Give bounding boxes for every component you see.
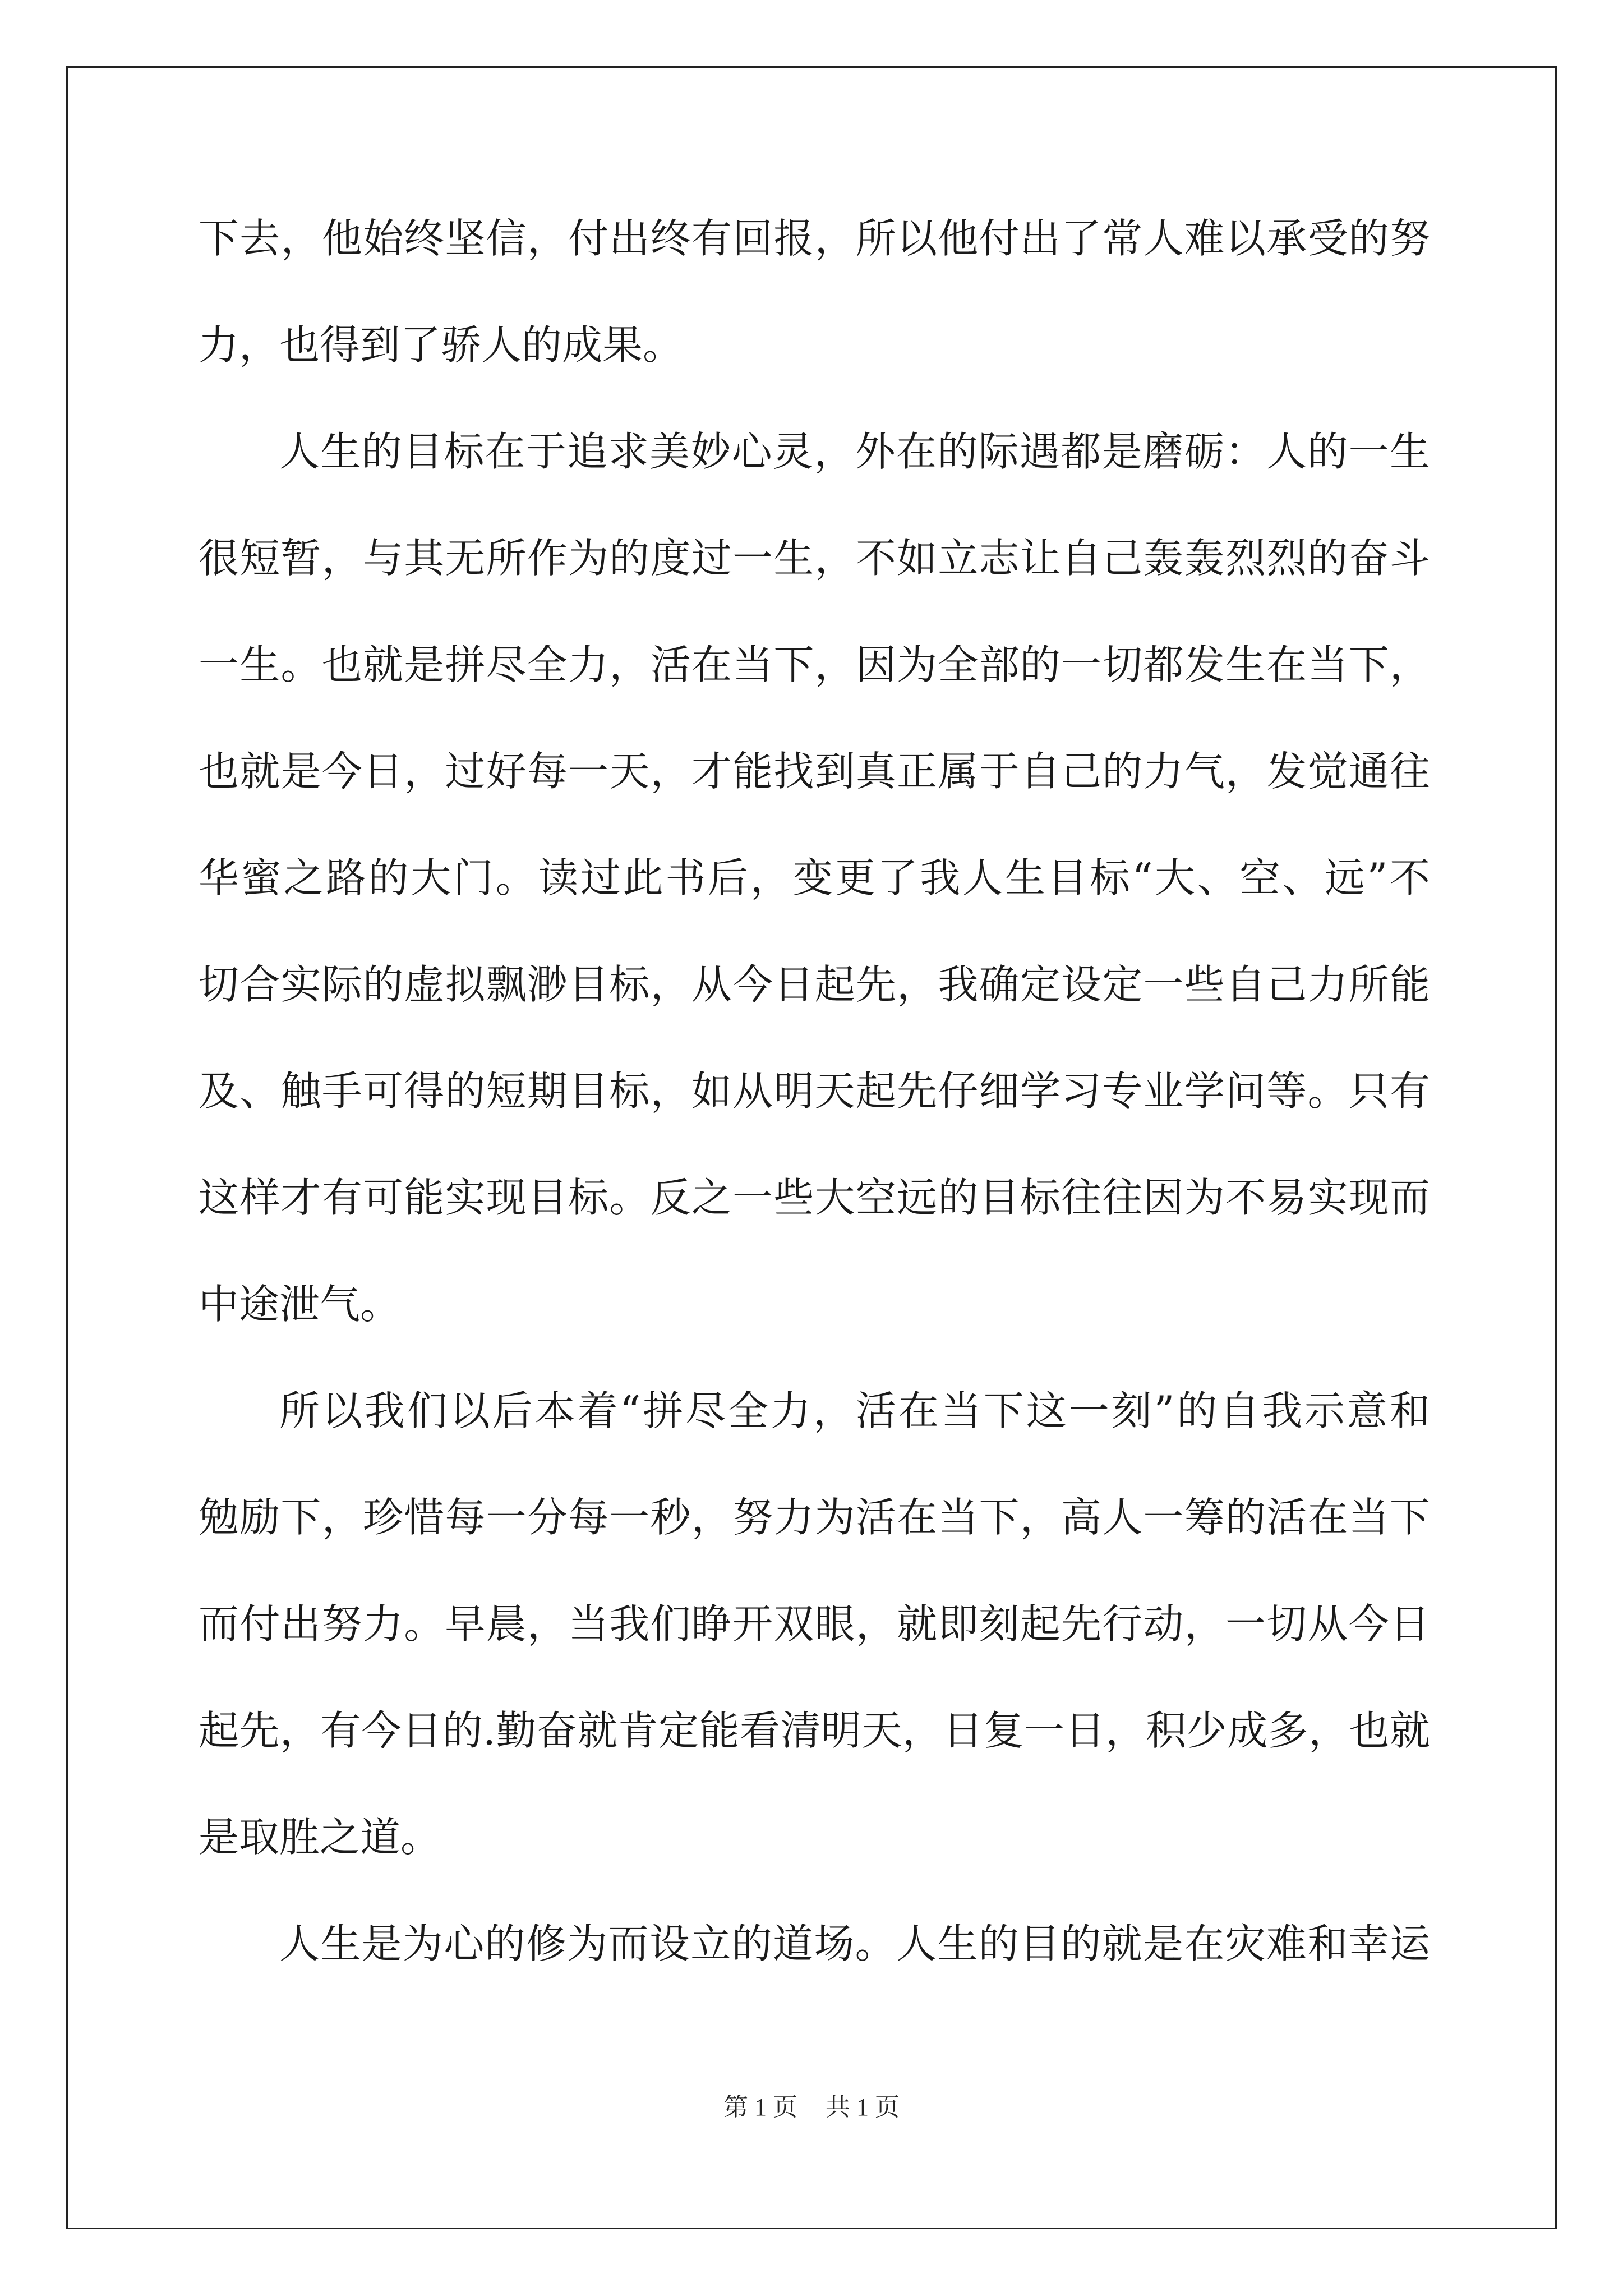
document-body [199, 185, 1430, 1997]
text-line: 下去，他始终坚信，付出终有回报，所以他付出了常人难以承受的努 [199, 215, 1430, 262]
text-line: 而付出努力。早晨，当我们睁开双眼，就即刻起先行动，一切从今日 [199, 1600, 1430, 1648]
text-line: 是取胜之道。 [199, 1814, 441, 1861]
page-number: 第 1 页 [723, 2093, 797, 2121]
text-line: 这样才有可能实现目标。反之一些大空远的目标往往因为不易实现而 [199, 1174, 1430, 1221]
text-line: 勉励下，珍惜每一分每一秒，努力为活在当下，高人一筹的活在当下 [199, 1494, 1430, 1541]
text-line: 很短暂，与其无所作为的度过一生，不如立志让自己轰轰烈烈的奋斗 [199, 535, 1430, 582]
text-line: 切合实际的虚拟飘渺目标，从今日起先，我确定设定一些自己力所能 [199, 961, 1430, 1008]
text-line: 一生。也就是拼尽全力，活在当下，因为全部的一切都发生在当下， [199, 641, 1430, 688]
text-line: 中途泄气。 [199, 1281, 401, 1328]
page-total: 共 1 页 [826, 2093, 900, 2121]
text-line: 力，也得到了骄人的成果。 [199, 321, 684, 369]
paragraph-start-line: 人生是为心的修为而设立的道场。人生的目的就是在灾难和幸运 [279, 1920, 1430, 1967]
text-line: 也就是今日，过好每一天，才能找到真正属于自己的力气，发觉通往 [199, 748, 1430, 795]
text-line: 及、触手可得的短期目标，如从明天起先仔细学习专业学问等。只有 [199, 1068, 1430, 1115]
text-line: 华蜜之路的大门。读过此书后，变更了我人生目标“大、空、远”不 [199, 854, 1430, 901]
paragraph-start-line: 所以我们以后本着“拼尽全力，活在当下这一刻”的自我示意和 [279, 1387, 1430, 1434]
text-line: 起先，有今日的.勤奋就肯定能看清明天，日复一日，积少成多，也就 [199, 1707, 1430, 1754]
paragraph-start-line: 人生的目标在于追求美妙心灵，外在的际遇都是磨砺：人的一生 [279, 428, 1430, 475]
page-footer [0, 2087, 1623, 2123]
